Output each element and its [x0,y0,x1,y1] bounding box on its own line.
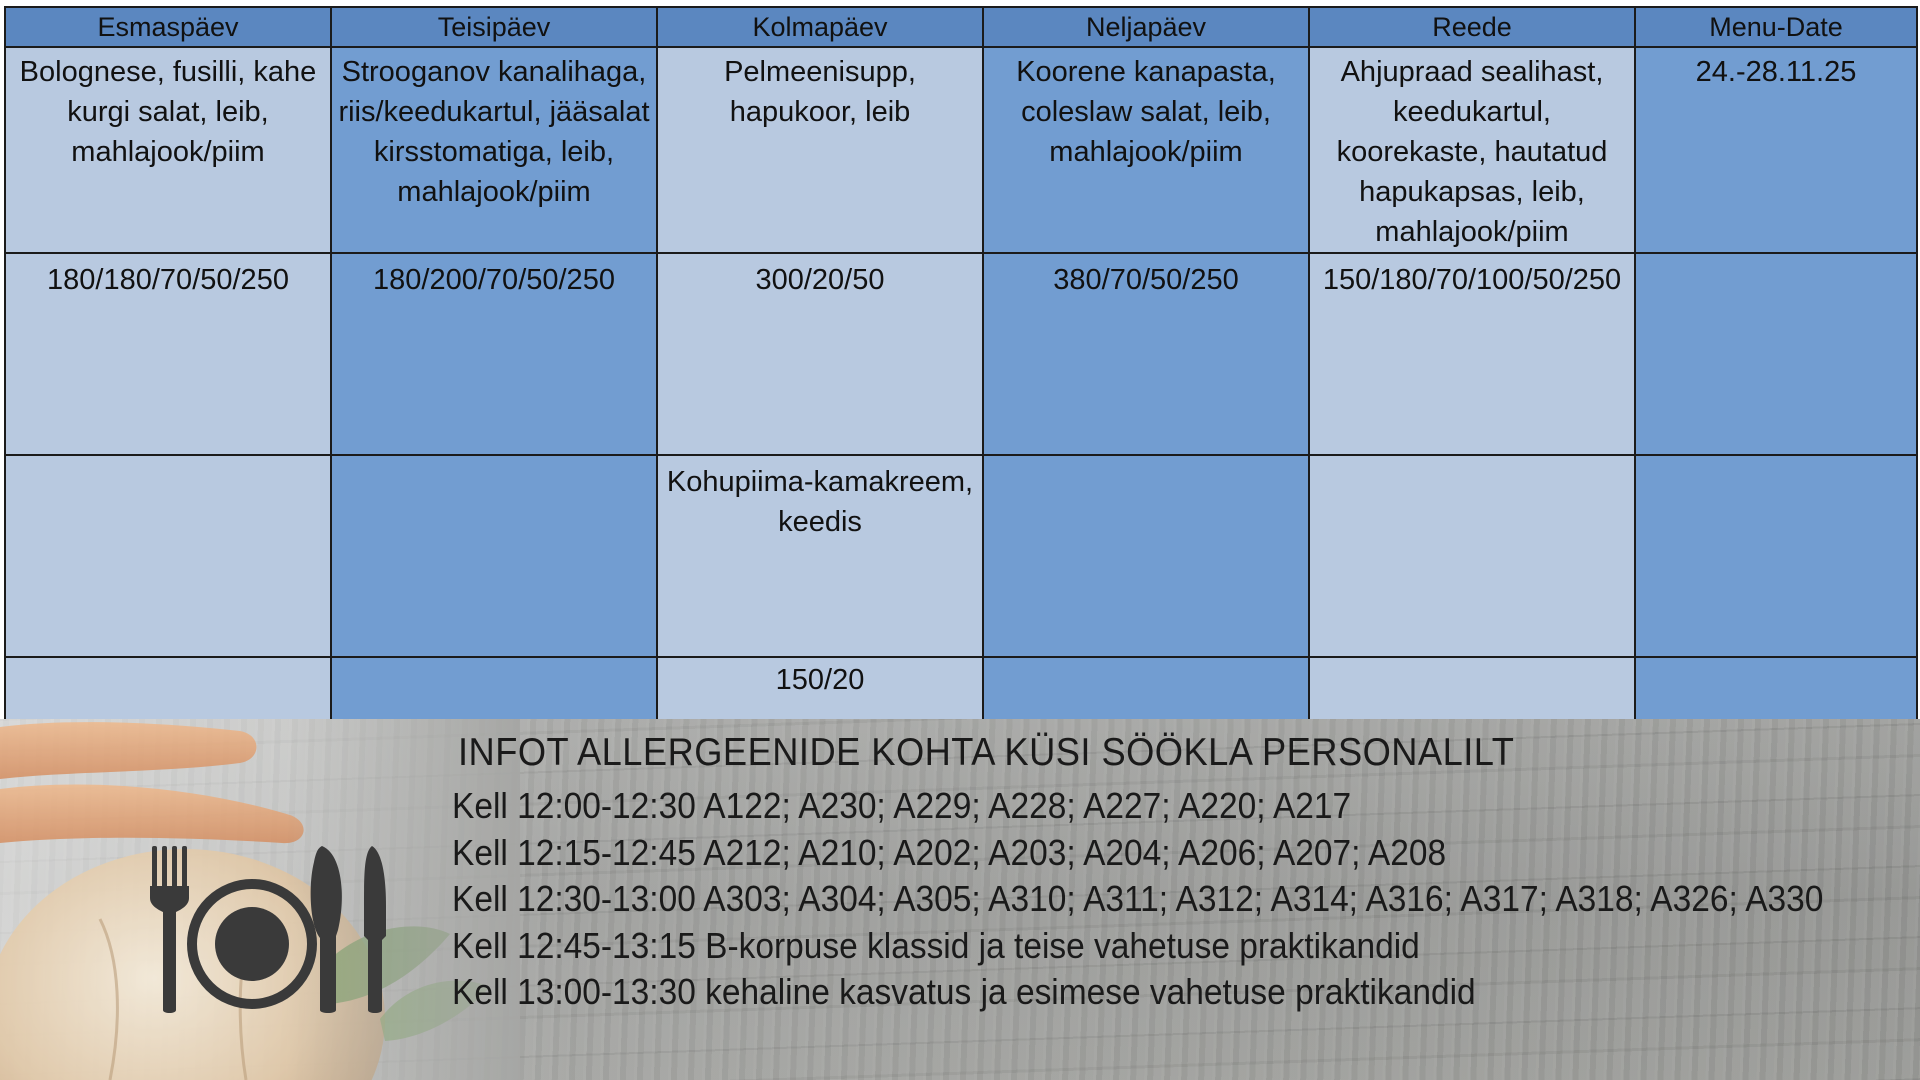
allergen-info-title: INFOT ALLERGEENIDE KOHTA KÜSI SÖÖKLA PERSONALILT [458,731,1515,774]
dessert-date-col [1635,455,1917,657]
dessert-portion-thursday [983,657,1309,723]
schedule-item: Kell 12:45-13:15 B-korpuse klassid ja teise vahetuse praktikandid [452,924,1420,966]
schedule-item: Kell 12:30-13:00 A303; A304; A305; A310; A311; A312; A314; A316; A317; A318; A326; A330 [452,878,1824,919]
main-dish-friday: Ahjupraad sealihast, keedukartul, koorekaste, hautatud hapukapsas, leib, mahlajook/piim [1309,47,1635,253]
weekly-menu-table [4,6,1918,724]
schedule-item: Kell 12:00-12:30 A122; A230; A229; A228; A227; A220; A217 [452,785,1352,826]
header-menu-date: Menu-Date [1635,7,1917,47]
header-wednesday: Kolmapäev [657,7,983,47]
dessert-portion-monday [5,657,331,723]
main-dish-monday: Bolognese, fusilli, kahe kurgi salat, leib, mahlajook/piim [5,47,331,253]
portion-friday: 150/180/70/100/50/250 [1309,253,1635,455]
plate-cutlery-icon [150,846,390,1014]
main-dish-wednesday: Pelmeenisupp, hapukoor, leib [657,47,983,253]
main-dish-thursday: Koorene kanapasta, coleslaw salat, leib, mahlajook/piim [983,47,1309,253]
info-banner [0,719,1920,1080]
dessert-portion-tuesday [331,657,657,723]
header-thursday: Neljapäev [983,7,1309,47]
dessert-portion-row [5,657,1917,723]
portion-wednesday: 300/20/50 [657,253,983,455]
header-monday: Esmaspäev [5,7,331,47]
main-dish-row [5,47,1917,253]
header-friday: Reede [1309,7,1635,47]
schedule-item: Kell 13:00-13:30 kehaline kasvatus ja esimese vahetuse praktikandid [452,971,1476,1012]
main-dish-tuesday: Strooganov kanalihaga, riis/keedukartul, jääsalat kirsstomatiga, leib, mahlajook/piim [331,47,657,253]
dessert-portion-friday [1309,657,1635,723]
dessert-row [5,455,1917,657]
portion-date-col [1635,253,1917,455]
dessert-tuesday [331,455,657,657]
schedule-item: Kell 12:15-12:45 A212; A210; A202; A203; A204; A206; A207; A208 [452,831,1447,873]
header-tuesday: Teisipäev [331,7,657,47]
header-row [5,7,1917,47]
dessert-wednesday: Kohupiima-kamakreem, keedis [657,455,983,657]
menu-date-value: 24.-28.11.25 [1635,47,1917,253]
dessert-portion-date-col [1635,657,1917,723]
dessert-thursday [983,455,1309,657]
portion-tuesday: 180/200/70/50/250 [331,253,657,455]
dessert-monday [5,455,331,657]
main-portion-row [5,253,1917,455]
lunch-schedule-list [452,783,1920,1016]
dessert-friday [1309,455,1635,657]
dessert-portion-wednesday: 150/20 [657,657,983,723]
portion-thursday: 380/70/50/250 [983,253,1309,455]
portion-monday: 180/180/70/50/250 [5,253,331,455]
